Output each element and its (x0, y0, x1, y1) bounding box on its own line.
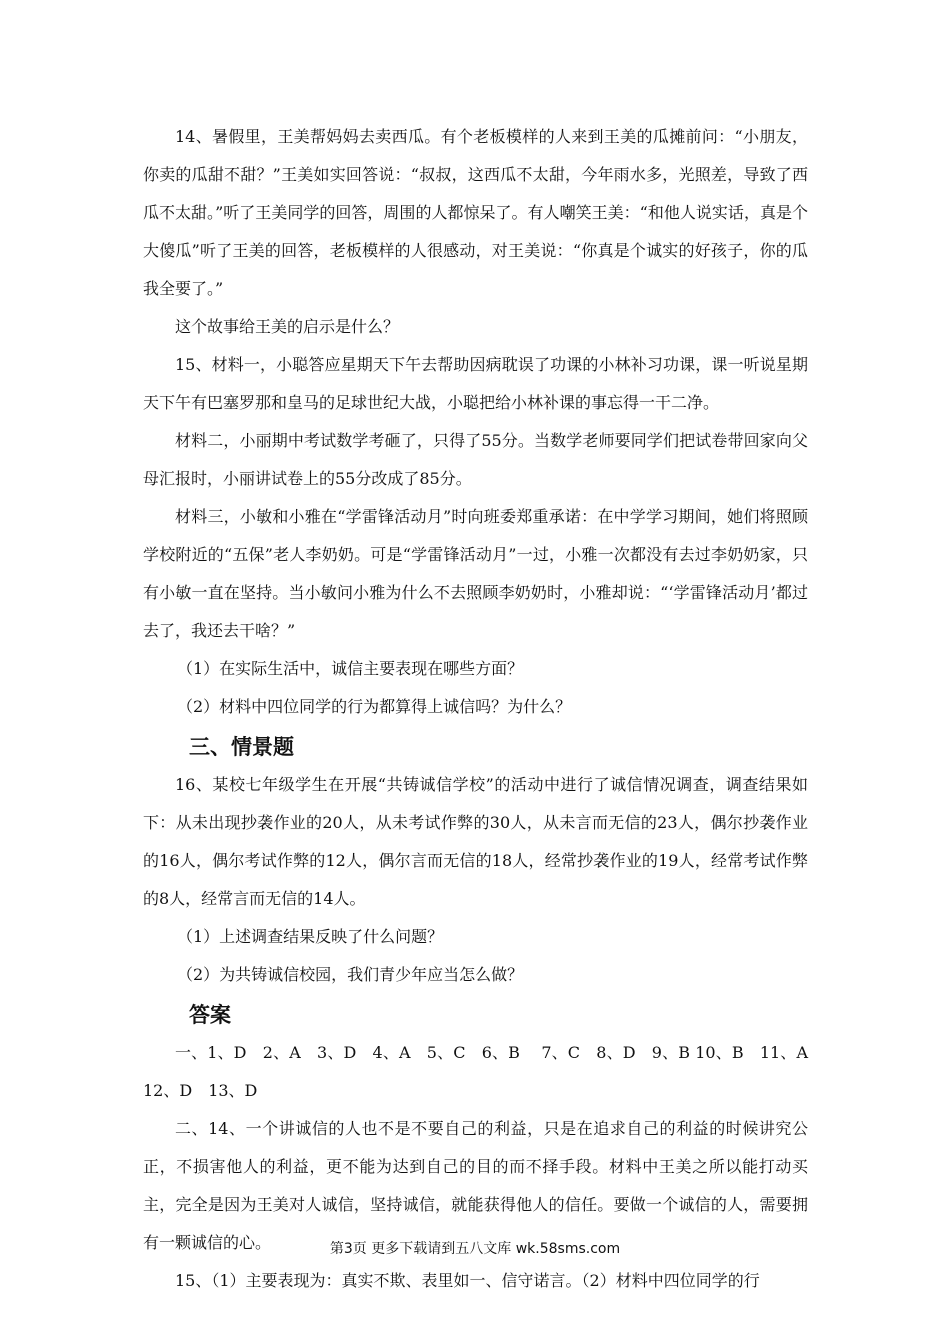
answers-part-1: 一、1、D 2、A 3、D 4、A 5、C 6、B 7、C 8、D 9、B 10、B 11、A 12、D 13、D (143, 1043, 825, 1100)
question-15-material-2: 材料二，小丽期中考试数学考砸了，只得了55分。当数学老师要同学们把试卷带回家向父母汇报时，小丽讲试卷上的55分改成了85分。 (143, 431, 808, 488)
question-15-sub-1: （1）在实际生活中，诚信主要表现在哪些方面？ (177, 659, 524, 678)
answers-part-3: 15、（1）主要表现为：真实不欺、表里如一、信守诺言。（2）材料中四位同学的行 (175, 1271, 760, 1290)
question-16-sub-2: （2）为共铸诚信校园，我们青少年应当怎么做？ (177, 965, 524, 984)
question-15-material-3: 材料三，小敏和小雅在“学雷锋活动月”时向班委郑重承诺：在中学学习期间，她们将照顾学校附近的“五保”老人李奶奶。可是“学雷锋活动月”一过，小雅一次都没有去过李奶奶家，只有小敏一直在坚持。当小敏问小雅为什么不去照顾李奶奶时，小雅却说：“‘学雷锋活动月’都过去了，我还去干啥？” (143, 507, 808, 640)
question-14-prompt: 这个故事给王美的启示是什么？ (175, 317, 400, 336)
answers-part-2: 二、14、一个讲诚信的人也不是不要自己的利益，只是在追求自己的利益的时候讲究公正，不损害他人的利益，更不能为达到自己的目的而不择手段。材料中王美之所以能打动买主，完全是因为王美对人诚信，坚持诚信，就能获得他人的信任。要做一个诚信的人，需要拥有一颗诚信的心。 (143, 1119, 808, 1252)
question-14-text: 14、暑假里，王美帮妈妈去卖西瓜。有个老板模样的人来到王美的瓜摊前问：“小朋友，你卖的瓜甜不甜？”王美如实回答说：“叔叔，这西瓜不太甜，今年雨水多，光照差，导致了西瓜不太甜。”听了王美同学的回答，周围的人都惊呆了。有人嘲笑王美：“和他人说实话，真是个大傻瓜”听了王美的回答，老板模样的人很感动，对王美说：“你真是个诚实的好孩子，你的瓜我全要了。” (143, 127, 808, 298)
question-16-sub-1: （1）上述调查结果反映了什么问题？ (177, 927, 444, 946)
question-16-text: 16、某校七年级学生在开展“共铸诚信学校”的活动中进行了诚信情况调查，调查结果如下：从未出现抄袭作业的20人，从未考试作弊的30人，从未言而无信的23人，偶尔抄袭作业的16人，偶尔考试作弊的12人，偶尔言而无信的18人，经常抄袭作业的19人，经常考试作弊的8人，经常言而无信的14人。 (143, 775, 808, 908)
page-footer: 第3页 更多下载请到五八文库 wk.58sms.com (329, 1241, 621, 1257)
page-content (143, 118, 825, 1300)
section-3-heading: 三、情景题 (189, 735, 294, 759)
answers-heading: 答案 (189, 1003, 231, 1027)
question-15-material-1: 15、材料一，小聪答应星期天下午去帮助因病耽误了功课的小林补习功课，课一听说星期天下午有巴塞罗那和皇马的足球世纪大战，小聪把给小林补课的事忘得一干二净。 (143, 355, 808, 412)
question-15-sub-2: （2）材料中四位同学的行为都算得上诚信吗？为什么？ (177, 697, 572, 716)
